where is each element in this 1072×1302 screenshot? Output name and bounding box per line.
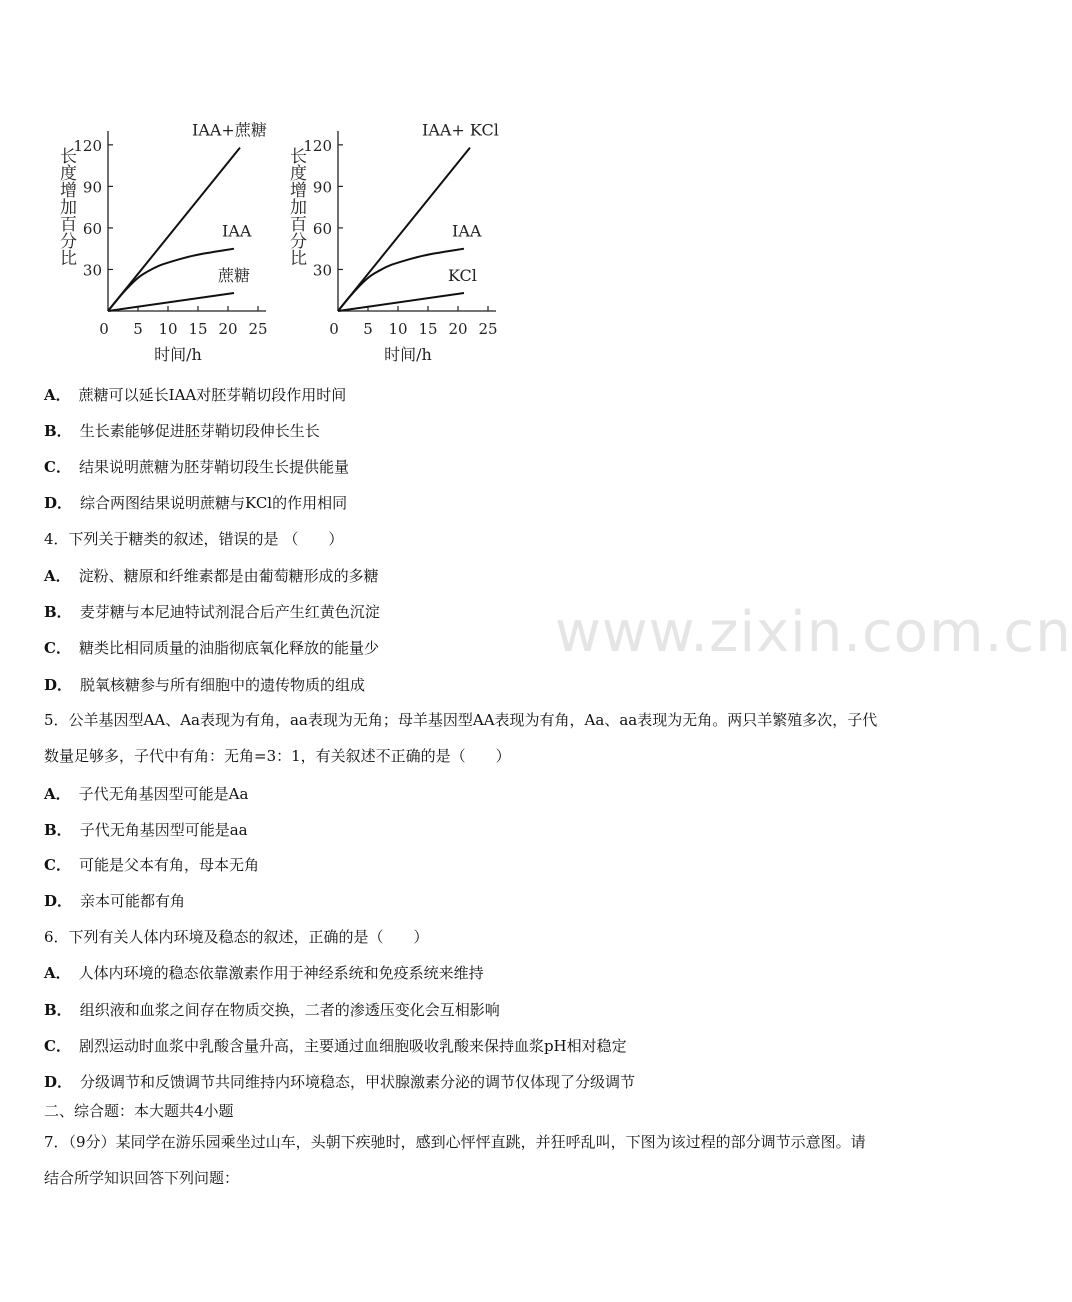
option-letter: D．: [44, 892, 73, 910]
series-label: KCl: [448, 266, 477, 285]
option-letter: A．: [44, 386, 71, 404]
watermark: www.zixin.com.cn: [555, 600, 1072, 665]
x-tick-label: 20: [218, 320, 238, 338]
series-line: [108, 293, 234, 311]
q5-option-a: [44, 784, 248, 804]
q4-option-a: [44, 566, 379, 586]
option-text: 蔗糖可以延长IAA对胚芽鞘切段作用时间: [78, 386, 347, 404]
option-letter: B．: [44, 1001, 72, 1019]
chart-svg: [270, 105, 510, 370]
x-tick-label: 5: [363, 320, 373, 338]
option-text: 亲本可能都有角: [80, 892, 186, 910]
q5-option-b: [44, 820, 248, 840]
y-tick-label: 30: [312, 261, 332, 280]
q4-option-d: [44, 675, 365, 695]
option-text: 子代无角基因型可能是aa: [79, 821, 248, 839]
q6-option-b: [44, 1000, 500, 1020]
q3-option-a: [44, 385, 346, 405]
q4-stem: 4．下列关于糖类的叙述，错误的是 （ ）: [44, 530, 344, 548]
chart-y-label: 长度增加百分比: [56, 147, 76, 266]
x-tick-label: 0: [99, 320, 109, 338]
x-tick-label: 10: [388, 320, 408, 338]
q5-option-d: [44, 891, 185, 911]
chart-y-label: 长度增加百分比: [286, 147, 306, 266]
x-tick-label: 15: [188, 320, 208, 338]
option-letter: D．: [44, 494, 73, 512]
series-label: IAA+ KCl: [422, 120, 499, 140]
series-label: IAA+蔗糖: [192, 120, 267, 140]
option-letter: B．: [44, 603, 72, 621]
q4-option-b: [44, 602, 380, 622]
option-text: 结果说明蔗糖为胚芽鞘切段生长提供能量: [78, 458, 349, 476]
option-text: 人体内环境的稳态依靠激素作用于神经系统和免疫系统来维持: [78, 964, 484, 982]
q5-option-c: [44, 855, 259, 875]
option-text: 淀粉、糖原和纤维素都是由葡萄糖形成的多糖: [78, 567, 379, 585]
section-heading: 二、综合题：本大题共4小题: [44, 1102, 234, 1120]
x-tick-label: 25: [478, 320, 498, 338]
y-tick-label: 60: [82, 219, 102, 238]
series-label: IAA: [222, 221, 252, 241]
option-text: 生长素能够促进胚芽鞘切段伸长生长: [79, 422, 320, 440]
option-text: 综合两图结果说明蔗糖与KCl的作用相同: [80, 494, 348, 512]
option-letter: A．: [44, 785, 71, 803]
x-tick-label: 10: [158, 320, 178, 338]
chart-iaa-sucrose: [40, 105, 280, 370]
chart-svg: [40, 105, 280, 370]
x-tick-label: 20: [448, 320, 468, 338]
option-text: 分级调节和反馈调节共同维持内环境稳态，甲状腺激素分泌的调节仅体现了分级调节: [80, 1073, 636, 1091]
q3-option-c: [44, 457, 349, 477]
option-letter: C．: [44, 856, 71, 874]
q7-stem: 7．（9分）某同学在游乐园乘坐过山车，头朝下疾驰时，感到心怦怦直跳，并狂呼乱叫，下图为该过程的部分调节示意图。请结合所学知识回答下列问题：: [44, 1133, 866, 1187]
y-tick-label: 60: [312, 219, 332, 238]
x-axis-label: 时间/h: [154, 345, 202, 364]
figure-charts: [40, 105, 520, 370]
y-tick-label: 120: [303, 136, 332, 155]
x-axis-label: 时间/h: [384, 345, 432, 364]
y-tick-label: 120: [73, 136, 102, 155]
option-letter: C．: [44, 458, 71, 476]
option-text: 糖类比相同质量的油脂彻底氧化释放的能量少: [78, 639, 379, 657]
y-tick-label: 90: [82, 178, 102, 197]
option-text: 脱氧核糖参与所有细胞中的遗传物质的组成: [80, 676, 366, 694]
option-letter: B．: [44, 422, 72, 440]
y-tick-label: 30: [82, 261, 102, 280]
x-tick-label: 15: [418, 320, 438, 338]
series-label: IAA: [452, 221, 482, 241]
option-text: 可能是父本有角，母本无角: [78, 856, 259, 874]
q3-option-b: [44, 421, 320, 441]
option-letter: D．: [44, 676, 73, 694]
option-letter: C．: [44, 1037, 71, 1055]
q5-stem: 5．公羊基因型AA、Aa表现为有角，aa表现为无角；母羊基因型AA表现为有角，Aa、aa表现为无角。两只羊繁殖多次，子代数量足够多，子代中有角：无角=3：1，有关叙述不正确的是（ ）: [44, 711, 878, 765]
option-letter: C．: [44, 639, 71, 657]
option-letter: D．: [44, 1073, 73, 1091]
option-text: 剧烈运动时血浆中乳酸含量升高，主要通过血细胞吸收乳酸来保持血浆pH相对稳定: [78, 1037, 627, 1055]
q3-option-d: [44, 493, 347, 513]
option-text: 子代无角基因型可能是Aa: [78, 785, 249, 803]
q4-option-c: [44, 638, 379, 658]
q6-option-a: [44, 963, 484, 983]
q6-option-c: [44, 1036, 627, 1056]
q6-stem: 6．下列有关人体内环境及稳态的叙述，正确的是（ ）: [44, 928, 429, 946]
x-tick-label: 5: [133, 320, 143, 338]
option-text: 组织液和血浆之间存在物质交换，二者的渗透压变化会互相影响: [79, 1001, 500, 1019]
series-line: [338, 293, 464, 311]
x-tick-label: 0: [329, 320, 339, 338]
y-tick-label: 90: [312, 178, 332, 197]
option-letter: A．: [44, 567, 71, 585]
x-tick-label: 25: [248, 320, 268, 338]
option-text: 麦芽糖与本尼迪特试剂混合后产生红黄色沉淀: [79, 603, 380, 621]
series-label: 蔗糖: [218, 266, 251, 285]
chart-iaa-kcl: [270, 105, 510, 370]
option-letter: A．: [44, 964, 71, 982]
option-letter: B．: [44, 821, 72, 839]
q6-option-d: [44, 1072, 635, 1092]
